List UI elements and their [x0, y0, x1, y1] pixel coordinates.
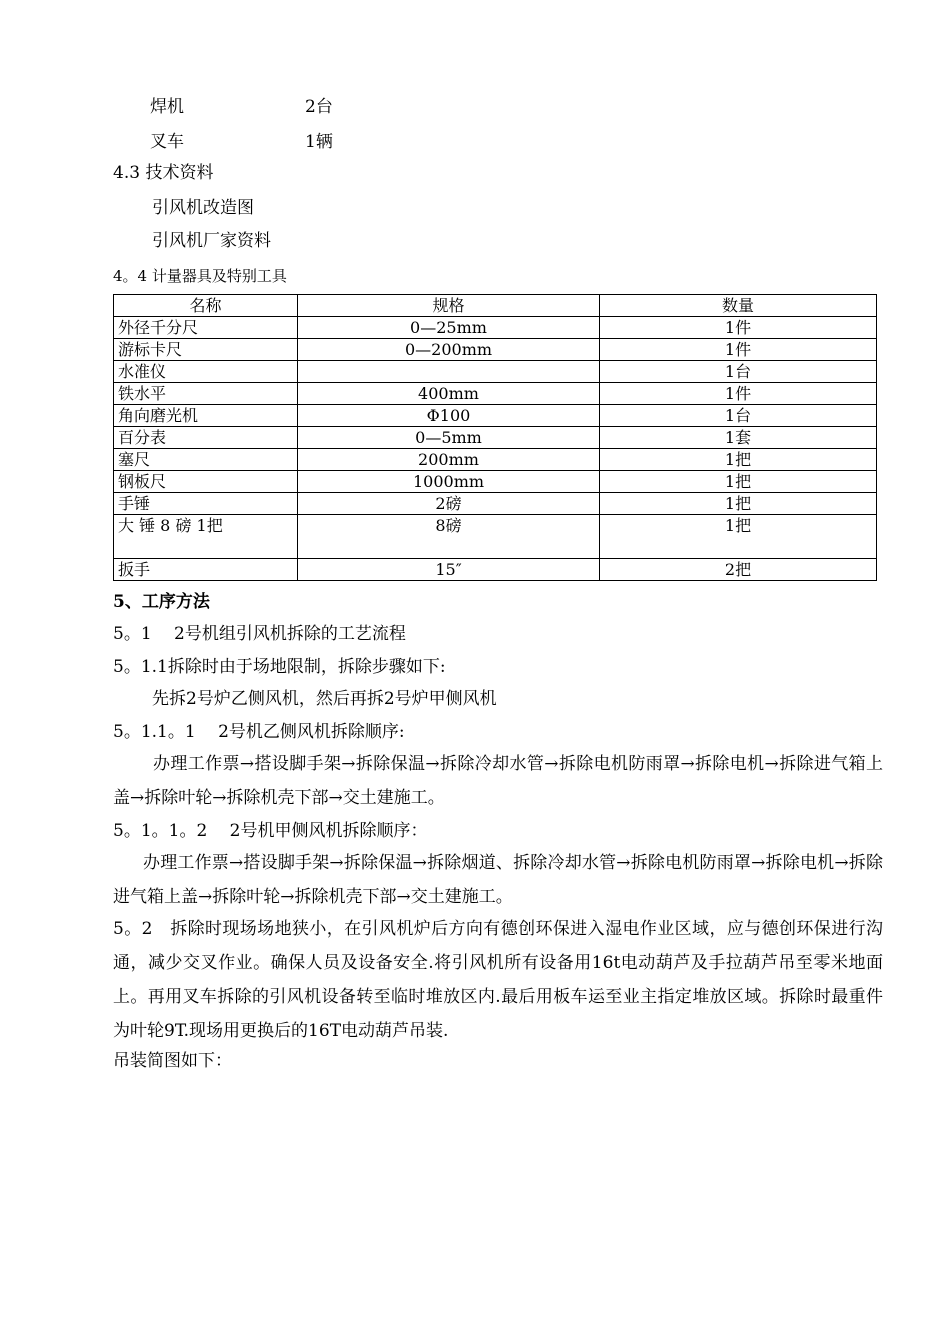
tools-table [113, 294, 877, 581]
equipment-name: 叉车 [150, 132, 184, 152]
table-row [114, 339, 877, 361]
cell-qty: 1把 [600, 493, 877, 515]
cell-spec: 0—200mm [298, 339, 600, 361]
cell-spec: 200mm [298, 449, 600, 471]
table-row [114, 515, 877, 559]
cell-qty: 1台 [600, 361, 877, 383]
cell-qty: 2把 [600, 559, 877, 581]
col-header-name: 名称 [114, 295, 298, 317]
table-row [114, 405, 877, 427]
table-header-row [114, 295, 877, 317]
cell-name: 水准仪 [114, 361, 298, 383]
tech-doc-item: 引风机厂家资料 [152, 231, 271, 251]
section-5-1-1-text: 先拆2号炉乙侧风机，然后再拆2号炉甲侧风机 [152, 689, 497, 709]
cell-name: 角向磨光机 [114, 405, 298, 427]
cell-spec: 2磅 [298, 493, 600, 515]
equipment-qty: 2台 [305, 97, 333, 117]
section-5-1-1-heading: 5。1.1拆除时由于场地限制，拆除步骤如下: [113, 657, 446, 677]
cell-qty: 1把 [600, 449, 877, 471]
section-5-2-text: 5。2 拆除时现场场地狭小，在引风机炉后方向有德创环保进入湿电作业区域，应与德创环保进行沟通，减少交叉作业。确保人员及设备安全.将引风机所有设备用16t电动葫芦及手拉葫芦吊至零米地面上。再用叉车拆除的引风机设备转至临时堆放区内.最后用板车运至业主指定堆放区域。拆除时最重件为叶轮9T.现场用更换后的16T电动葫芦吊装. [113, 919, 883, 1041]
section-5-1-heading: 5。1 2号机组引风机拆除的工艺流程 [113, 624, 406, 644]
cell-name: 扳手 [114, 559, 298, 581]
section-5-1-1-2-heading: 5。1。1。2 2号机甲侧风机拆除顺序： [113, 821, 428, 841]
table-row [114, 559, 877, 581]
cell-name: 游标卡尺 [114, 339, 298, 361]
section-4-3-title: 4.3 技术资料 [113, 163, 214, 183]
section-4-4-title: 4。4 计量器具及特别工具 [113, 267, 287, 285]
cell-spec: 1000mm [298, 471, 600, 493]
cell-name: 手锤 [114, 493, 298, 515]
cell-qty: 1件 [600, 317, 877, 339]
cell-qty: 1套 [600, 427, 877, 449]
equipment-name: 焊机 [150, 97, 184, 117]
table-row [114, 427, 877, 449]
cell-spec: 15″ [298, 559, 600, 581]
equipment-qty: 1辆 [305, 132, 333, 152]
cell-name: 百分表 [114, 427, 298, 449]
equipment-item [150, 127, 550, 151]
cell-qty: 1把 [600, 471, 877, 493]
cell-spec: Φ100 [298, 405, 600, 427]
table-row [114, 383, 877, 405]
col-header-spec: 规格 [298, 295, 600, 317]
cell-name: 外径千分尺 [114, 317, 298, 339]
cell-spec: 0—5mm [298, 427, 600, 449]
table-row [114, 361, 877, 383]
cell-name: 塞尺 [114, 449, 298, 471]
section-5-1-1-1-heading: 5。1.1。1 2号机乙侧风机拆除顺序: [113, 722, 405, 742]
cell-spec: 8磅 [298, 515, 600, 559]
cell-spec: 0—25mm [298, 317, 600, 339]
cell-qty: 1把 [600, 515, 877, 559]
section-5-1-1-2-text: 办理工作票→搭设脚手架→拆除保温→拆除烟道、拆除冷却水管→拆除电机防雨罩→拆除电机→拆除进气箱上盖→拆除叶轮→拆除机壳下部→交土建施工。 [113, 853, 883, 907]
cell-qty: 1件 [600, 383, 877, 405]
tech-doc-item: 引风机改造图 [152, 198, 254, 218]
diagram-caption: 吊装简图如下： [113, 1051, 232, 1071]
section-5-1-1-1-text: 办理工作票→搭设脚手架→拆除保温→拆除冷却水管→拆除电机防雨罩→拆除电机→拆除进气箱上盖→拆除叶轮→拆除机壳下部→交土建施工。 [113, 754, 883, 808]
cell-spec [298, 361, 600, 383]
cell-name: 大 锤 8 磅 1把 [114, 515, 298, 559]
cell-qty: 1件 [600, 339, 877, 361]
equipment-item [150, 92, 550, 116]
table-row [114, 317, 877, 339]
section-5-title: 5、工序方法 [113, 592, 210, 612]
col-header-qty: 数量 [600, 295, 877, 317]
cell-name: 铁水平 [114, 383, 298, 405]
cell-spec: 400mm [298, 383, 600, 405]
table-row [114, 449, 877, 471]
cell-qty: 1台 [600, 405, 877, 427]
table-row [114, 493, 877, 515]
table-row [114, 471, 877, 493]
cell-name: 钢板尺 [114, 471, 298, 493]
